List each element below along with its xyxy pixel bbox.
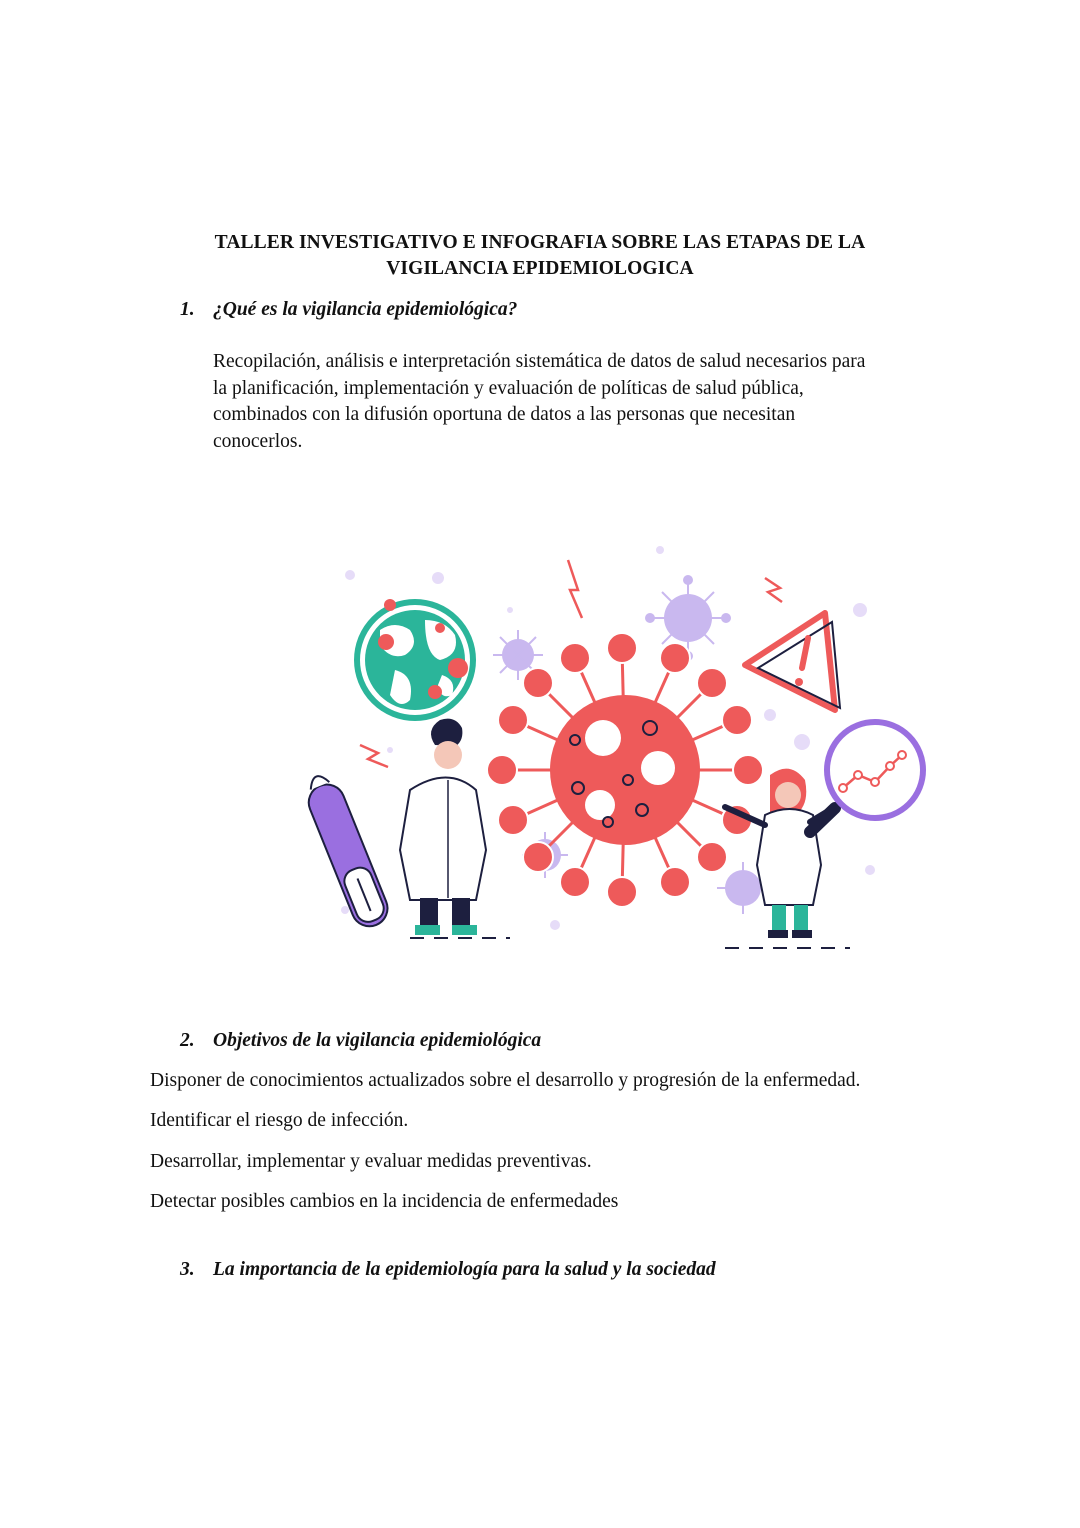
section-1-title: ¿Qué es la vigilancia epidemiológica? — [213, 299, 518, 320]
paragraph-line: Recopilación, análisis e interpretación sistemática de datos de salud necesarios para — [213, 351, 866, 372]
section-2-number: 2. — [180, 1030, 195, 1051]
section-1-number: 1. — [180, 299, 195, 320]
objective-item: Disponer de conocimientos actualizados sobre el desarrollo y progresión de la enfermedad. — [150, 1070, 861, 1091]
section-1-heading — [180, 297, 517, 323]
section-3-title: La importancia de la epidemiología para la salud y la sociedad — [213, 1259, 716, 1280]
title-line-2: VIGILANCIA EPIDEMIOLOGICA — [386, 258, 694, 279]
objective-item: Desarrollar, implementar y evaluar medidas preventivas. — [150, 1151, 592, 1172]
paragraph-line: conocerlos. — [213, 430, 303, 452]
epidemiology-illustration — [210, 470, 1000, 1000]
section-3-heading — [180, 1257, 716, 1283]
paragraph-line: combinados con la difusión oportuna de datos a las personas que necesitan — [213, 404, 796, 425]
section-2-title: Objetivos de la vigilancia epidemiológica — [213, 1030, 542, 1051]
virus-icon — [487, 633, 763, 907]
scientist-male-icon — [400, 719, 510, 938]
warning-triangle-icon — [745, 613, 840, 710]
document-title — [150, 230, 930, 282]
lightning-icon — [360, 745, 388, 767]
section-1-paragraph — [213, 349, 943, 455]
magnifier-chart-icon — [810, 722, 923, 832]
section-2-heading — [180, 1028, 541, 1054]
objective-item: Identificar el riesgo de infección. — [150, 1110, 409, 1131]
lightning-icon — [568, 560, 582, 618]
title-line-1: TALLER INVESTIGATIVO E INFOGRAFIA SOBRE LAS ETAPAS DE LA — [214, 232, 866, 253]
lightning-icon — [765, 578, 782, 602]
globe-icon — [357, 599, 473, 718]
paragraph-line: la planificación, implementación y evaluación de políticas de salud pública, — [213, 377, 804, 399]
objective-item: Detectar posibles cambios en la incidencia de enfermedades — [150, 1191, 619, 1212]
section-3-number: 3. — [180, 1259, 195, 1280]
